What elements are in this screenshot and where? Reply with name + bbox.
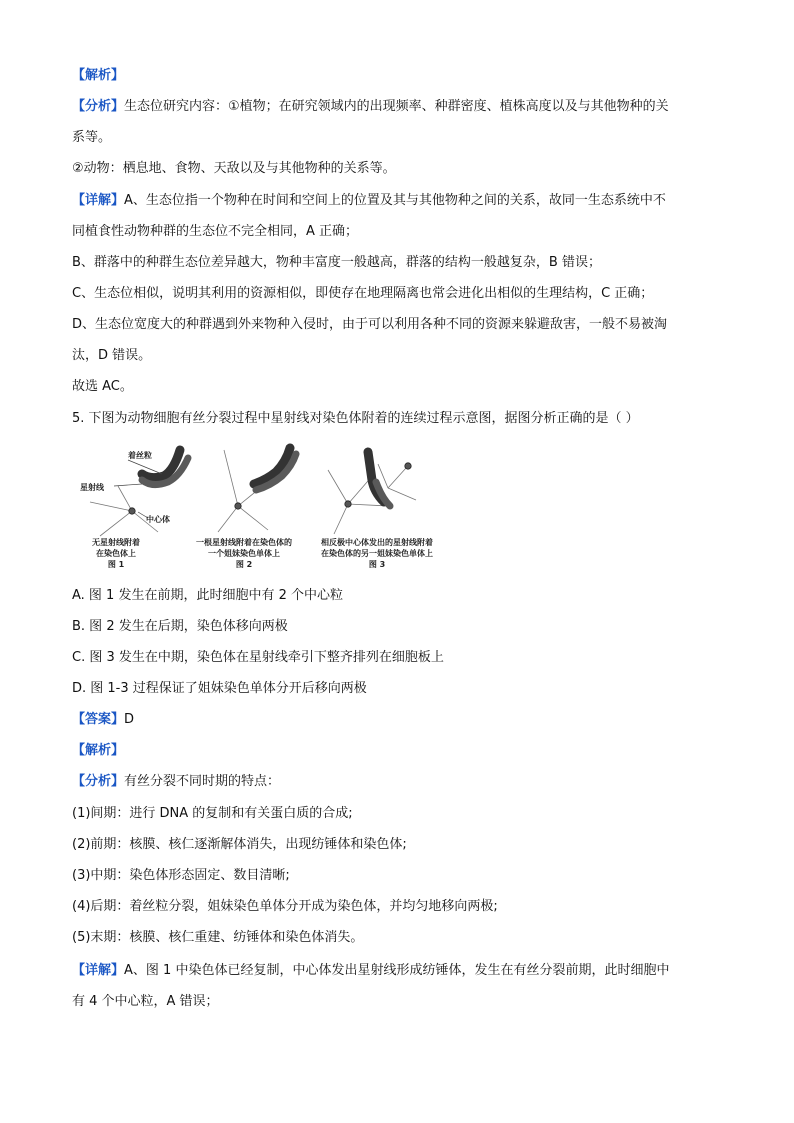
xiangjie-label-2: 【详解】 [72,963,125,978]
q5-fenxi-title: 【分析】有丝分裂不同时期的特点： [72,774,281,789]
phase-prophase: (2)前期：核膜、核仁逐渐解体消失，出现纺锤体和染色体; [72,837,407,852]
centrosome-3b [405,463,411,469]
conclusion: 故选 AC。 [72,379,133,394]
xiangjie-label: 【详解】 [72,193,125,208]
centrosome-3a [345,501,351,507]
fenxi-line-1: 【分析】生态位研究内容：①植物；在研究领域内的出现频率、种群密度、植株高度以及与其他物种的关 [72,99,669,114]
jiexi-label-2: 【解析】 [72,743,125,758]
option-b: B. 图 2 发生在后期，染色体移向两极 [72,619,288,634]
question-5-stem: 5. 下图为动物细胞有丝分裂过程中星射线对染色体附着的连续过程示意图，据图分析正确的是（ ） [72,411,639,426]
xiangjie-line-c: C、生态位相似，说明其利用的资源相似，即使存在地理隔离也常会进化出相似的生理结构，C 正确； [72,286,654,301]
option-c: C. 图 3 发生在中期，染色体在星射线牵引下整齐排列在细胞板上 [72,650,444,665]
answer-label: 【答案】 [72,712,125,727]
phase-metaphase: (3)中期：染色体形态固定、数目清晰; [72,868,290,883]
xiangjie-line-b: B、群落中的种群生态位差异越大，物种丰富度一般越高，群落的结构一般越复杂，B 错误； [72,255,601,270]
centrosome-2 [235,503,241,509]
fenxi-line-2: 系等。 [72,130,112,145]
option-a: A. 图 1 发生在前期，此时细胞中有 2 个中心粒 [72,588,344,603]
fenxi-label: 【分析】 [72,99,125,114]
caption-fig2: 一根星射线附着在染色体的 一个姐妹染色单体上 图 2 [196,538,292,569]
q5-xiangjie-line-2: 有 4 个中心粒，A 错误； [72,994,219,1009]
label-zhuosili: 着丝粒 [128,451,152,460]
fenxi-line-3: ②动物：栖息地、食物、天敌以及与其他物种的关系等。 [72,161,396,176]
caption-fig1: 无星射线附着 在染色体上 图 1 [92,538,140,569]
q5-xiangjie-line-1: 【详解】A、图 1 中染色体已经复制，中心体发出星射线形成纺锤体，发生在有丝分裂前期，此时细胞中 [72,963,670,978]
answer-value: D [124,712,135,727]
figure-2-drawing [218,448,296,532]
question-5-figure [78,440,448,578]
figure-3-drawing [328,452,416,534]
caption-fig3: 相反极中心体发出的星射线附着 在染色体的另一姐妹染色单体上 图 3 [321,538,433,569]
fenxi-label-2: 【分析】 [72,774,125,789]
jiexi-label: 【解析】 [72,68,125,83]
centrosome-1 [129,508,135,514]
label-xingshexian: 星射线 [80,483,104,492]
xiangjie-line-d1: D、生态位宽度大的种群遇到外来物种入侵时，由于可以利用各种不同的资源来躲避敌害，一般不易被淘 [72,317,668,332]
phase-anaphase: (4)后期：着丝粒分裂，姐妹染色单体分开成为染色体，并均匀地移向两极; [72,899,498,914]
label-zhongxinti: 中心体 [146,515,170,524]
xiangjie-line-a1: 【详解】A、生态位指一个物种在时间和空间上的位置及其与其他物种之间的关系，故同一生态系统中不 [72,193,666,208]
answer-line [72,710,134,730]
figure-1-drawing [90,450,188,536]
option-d: D. 图 1-3 过程保证了姐妹染色单体分开后移向两极 [72,681,367,696]
phase-interphase: (1)间期：进行 DNA 的复制和有关蛋白质的合成; [72,806,353,821]
xiangjie-line-d2: 汰，D 错误。 [72,348,152,363]
phase-telophase: (5)末期：核膜、核仁重建、纺锤体和染色体消失。 [72,930,364,945]
xiangjie-line-a2: 同植食性动物种群的生态位不完全相同，A 正确； [72,224,359,239]
